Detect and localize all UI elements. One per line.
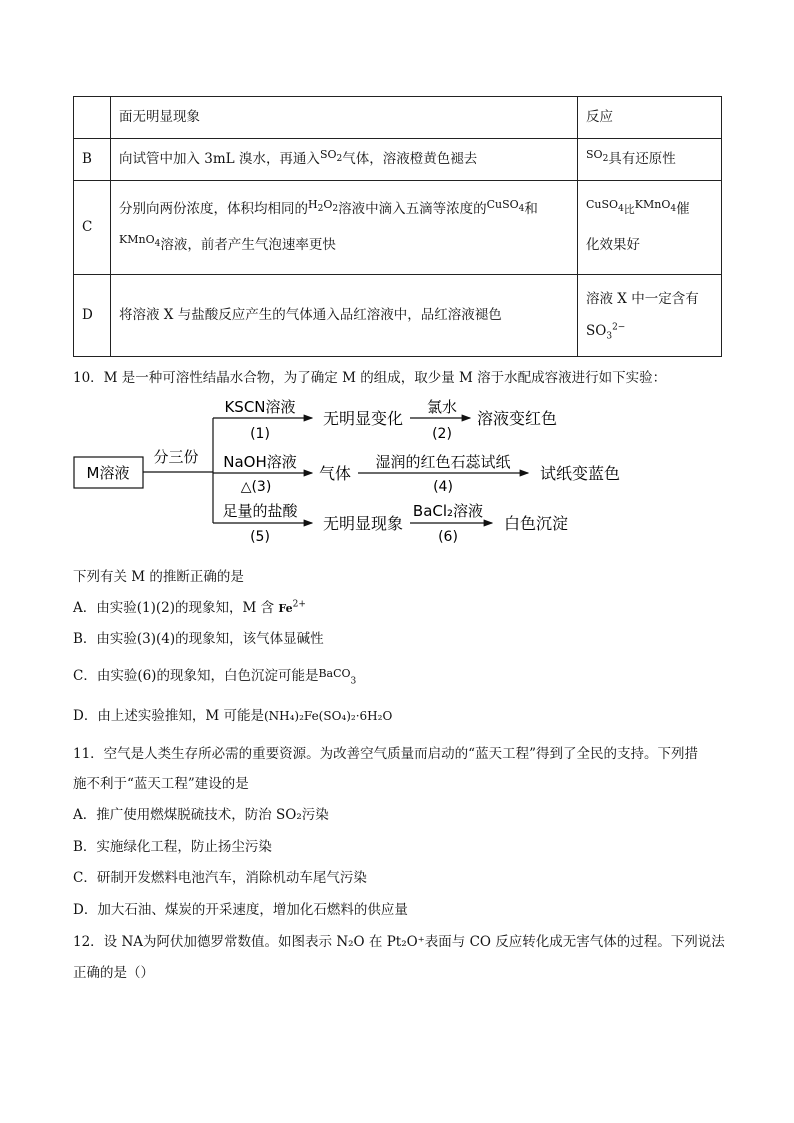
row-label: D (74, 275, 111, 357)
statement-cell: 将溶液 X 与盐酸反应产生的气体通入品红溶液中，品红溶液褪色 (111, 275, 578, 357)
result-2: 溶液变红色 (476, 409, 558, 428)
q10-option-c: C．由实验(6)的现象知，白色沉淀可能是$^{BaCO}_3$ (73, 667, 357, 687)
result-3: 气体 (318, 464, 352, 483)
q12-stem-line2: 正确的是（） (73, 965, 154, 981)
reagent-6: BaCl₂溶液 (412, 502, 484, 520)
statement-cell: 分别向两份浓度，体积均相同的$^{H_2O_2}$溶液中滴入五滴等浓度的$^{CuSO_4}$和 $^{KMnO_4}$溶液，前者产生气泡速率更快 (111, 181, 578, 275)
row-label: C (74, 181, 111, 275)
q10-flow-diagram (0, 395, 794, 550)
statement-cell: 向试管中加入 3mL 溴水，再通入$^{SO_2}$气体，溶液橙黄色褪去 (111, 139, 578, 181)
reagent-1: KSCN溶液 (224, 398, 296, 416)
table-row (74, 181, 722, 275)
reagent-2: 氯水 (426, 398, 458, 416)
q12-stem-line1: 12．设 NA为阿伏加德罗常数值。如图表示 N₂O 在 Pt₂O⁺表面与 CO 反应转化成无害气体的过程。下列说法 (73, 934, 725, 950)
step-6: (6) (438, 529, 458, 545)
options-table (73, 96, 722, 357)
m-solution-label: M溶液 (86, 464, 130, 482)
q11-option-c: C．研制开发燃料电池汽车，消除机动车尾气污染 (73, 870, 367, 886)
step-1: (1) (250, 426, 270, 442)
conclusion-cell: $^{CuSO_4}$比$^{KMnO_4}$催 化效果好 (578, 181, 722, 275)
conclusion-cell: 溶液 X 中一定含有 $SO_3^{2-}$ (578, 275, 722, 357)
row-label (74, 97, 111, 139)
reagent-5: 足量的盐酸 (222, 502, 298, 520)
q11-stem-line2: 施不利于“蓝天工程”建设的是 (73, 776, 249, 792)
table-row (74, 139, 722, 181)
conclusion-cell: $^{SO_2}$具有还原性 (578, 139, 722, 181)
q11-option-a: A．推广使用燃煤脱硫技术，防治 SO₂污染 (73, 807, 329, 823)
conclusion-cell: 反应 (578, 97, 722, 139)
q11-stem-line1: 11．空气是人类生存所必需的重要资源。为改善空气质量而启动的“蓝天工程”得到了全民的支持。下列措 (73, 746, 698, 762)
step-2: (2) (432, 426, 452, 442)
step-4: (4) (433, 479, 453, 495)
q10-stem: 10．M 是一种可溶性结晶水合物，为了确定 M 的组成，取少量 M 溶于水配成容液进行如下实验： (73, 370, 667, 386)
table-row (74, 97, 722, 139)
result-6: 白色沉淀 (503, 514, 569, 533)
q10-question: 下列有关 M 的推断正确的是 (73, 569, 244, 585)
q10-option-a: A．由实验(1)(2)的现象知，M 含 $Fe^{2+}$ (73, 599, 306, 616)
statement-cell: 面无明显现象 (111, 97, 578, 139)
q10-option-d: D．由上述实验推知，M 可能是(NH₄)₂Fe(SO₄)₂·6H₂O (73, 708, 393, 724)
table-row (74, 275, 722, 357)
result-5: 无明显现象 (322, 514, 404, 533)
result-1: 无明显变化 (322, 409, 404, 428)
q11-option-d: D．加大石油、煤炭的开采速度，增加化石燃料的供应量 (73, 902, 408, 918)
reagent-3: NaOH溶液 (223, 453, 297, 471)
split-label: 分三份 (153, 448, 199, 466)
reagent-4: 湿润的红色石蕊试纸 (375, 453, 511, 471)
step-5: (5) (250, 529, 270, 545)
result-4: 试纸变蓝色 (539, 464, 621, 483)
q11-option-b: B．实施绿化工程，防止扬尘污染 (73, 839, 272, 855)
q10-option-b: B．由实验(3)(4)的现象知，该气体显碱性 (73, 631, 324, 647)
step-3: △(3) (240, 479, 272, 495)
row-label: B (74, 139, 111, 181)
